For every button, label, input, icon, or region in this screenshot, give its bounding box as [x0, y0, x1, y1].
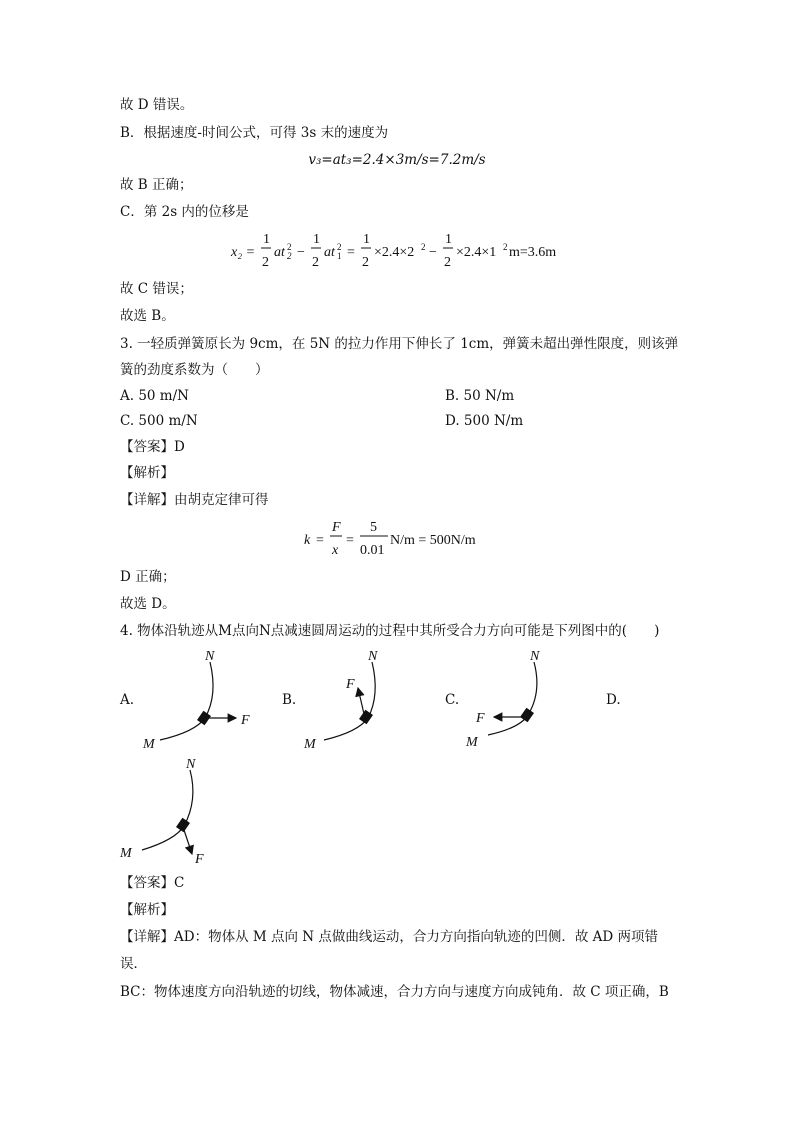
svg-text:×2.4×1: ×2.4×1	[456, 245, 497, 260]
eq2-lhs: x₂ =	[231, 245, 256, 260]
point-m: M	[304, 737, 316, 752]
force-label: F	[346, 677, 355, 692]
q4-detail-bc: BC：物体速度方向沿轨迹的切线，物体减速，合力方向与速度方向成钝角．故 C 项正确，B	[120, 984, 669, 1000]
q4-detail: 【详解】AD：物体从 M 点向 N 点做曲线运动，合力方向指向轨迹的凹侧．故 AD 两项错	[120, 929, 659, 945]
q4-diagrams	[0, 640, 794, 870]
svg-text:1: 1	[445, 232, 452, 247]
svg-text:=: =	[346, 533, 354, 548]
svg-text:1: 1	[363, 232, 370, 247]
svg-text:2: 2	[287, 251, 292, 261]
force-label: F	[195, 852, 204, 867]
q3-answer: 【答案】D	[120, 439, 185, 455]
diagram-a	[160, 662, 236, 740]
svg-text:=: =	[316, 533, 324, 548]
svg-text:2: 2	[362, 255, 369, 270]
svg-text:×2.4×2: ×2.4×2	[374, 245, 415, 260]
svg-text:2: 2	[444, 255, 451, 270]
point-m: M	[120, 846, 132, 861]
force-label: F	[476, 711, 485, 726]
svg-text:at: at	[274, 245, 285, 260]
point-n: N	[368, 649, 378, 664]
point-m: M	[143, 737, 155, 752]
text-line: C．第 2s 内的位移是	[120, 204, 249, 220]
svg-text:−: −	[297, 245, 305, 260]
point-n: N	[186, 757, 196, 772]
force-label: F	[241, 713, 250, 728]
point-n: N	[530, 649, 540, 664]
svg-text:1: 1	[263, 232, 270, 247]
q4-label-c: C.	[445, 692, 460, 708]
q4-answer: 【答案】C	[120, 875, 185, 891]
diagram-d	[142, 770, 193, 854]
q3-option-b: B. 50 N/m	[445, 388, 515, 404]
diagram-b	[324, 662, 375, 740]
q3-option-c: C. 500 m/N	[120, 413, 198, 429]
svg-text:2: 2	[262, 255, 269, 270]
eq2-rest: m=3.6m	[509, 245, 557, 260]
text-line: B．根据速度-时间公式，可得 3s 末的速度为	[120, 125, 389, 141]
q3-option-d: D. 500 N/m	[445, 413, 524, 429]
point-m: M	[466, 735, 478, 750]
q3-stem-cont: 簧的劲度系数为（ ）	[120, 362, 269, 378]
point-n: N	[205, 649, 215, 664]
svg-text:2: 2	[287, 242, 292, 252]
q4-label-a: A.	[120, 692, 135, 708]
svg-text:1: 1	[337, 251, 342, 261]
eq-001: 0.01	[360, 543, 385, 558]
q3-correct: D 正确；	[120, 569, 176, 585]
eq-5: 5	[370, 520, 377, 535]
svg-text:at: at	[324, 245, 335, 260]
svg-text:1: 1	[313, 232, 320, 247]
eq-tail: N/m = 500N/m	[390, 533, 476, 548]
svg-text:−: −	[429, 245, 437, 260]
q4-label-d: D.	[606, 692, 621, 708]
svg-text:2: 2	[421, 242, 426, 252]
q4-analysis: 【解析】	[120, 902, 174, 918]
q3-choose: 故选 D。	[120, 596, 176, 612]
q3-analysis: 【解析】	[120, 465, 174, 481]
equation-hooke	[300, 516, 500, 562]
q4-stem: 4. 物体沿轨迹从M点向N点减速圆周运动的过程中其所受合力方向可能是下列图中的( )	[120, 623, 660, 639]
diagram-c	[488, 662, 537, 735]
q4-label-b: B.	[282, 692, 297, 708]
text-line: 故 D 错误。	[120, 97, 194, 113]
svg-text:2: 2	[337, 242, 342, 252]
q3-stem: 3. 一轻质弹簧原长为 9cm，在 5N 的拉力作用下伸长了 1cm，弹簧未超出弹性限度，则该弹	[120, 336, 679, 352]
equation-x2	[225, 228, 570, 274]
svg-text:=: =	[347, 245, 355, 260]
eq-k: k	[304, 533, 311, 548]
svg-text:2: 2	[503, 242, 508, 252]
text-line: 故选 B。	[120, 308, 175, 324]
equation-v3: v₃=at₃=2.4×3m/s=7.2m/s	[308, 152, 486, 168]
eq-f: F	[332, 520, 341, 535]
q3-option-a: A. 50 m/N	[120, 388, 189, 404]
text-line: 故 C 错误；	[120, 281, 193, 297]
q3-detail: 【详解】由胡克定律可得	[120, 492, 269, 508]
q4-detail-cont: 误．	[120, 956, 147, 972]
eq-x: x	[332, 543, 339, 558]
svg-text:2: 2	[312, 255, 319, 270]
text-line: 故 B 正确；	[120, 177, 193, 193]
